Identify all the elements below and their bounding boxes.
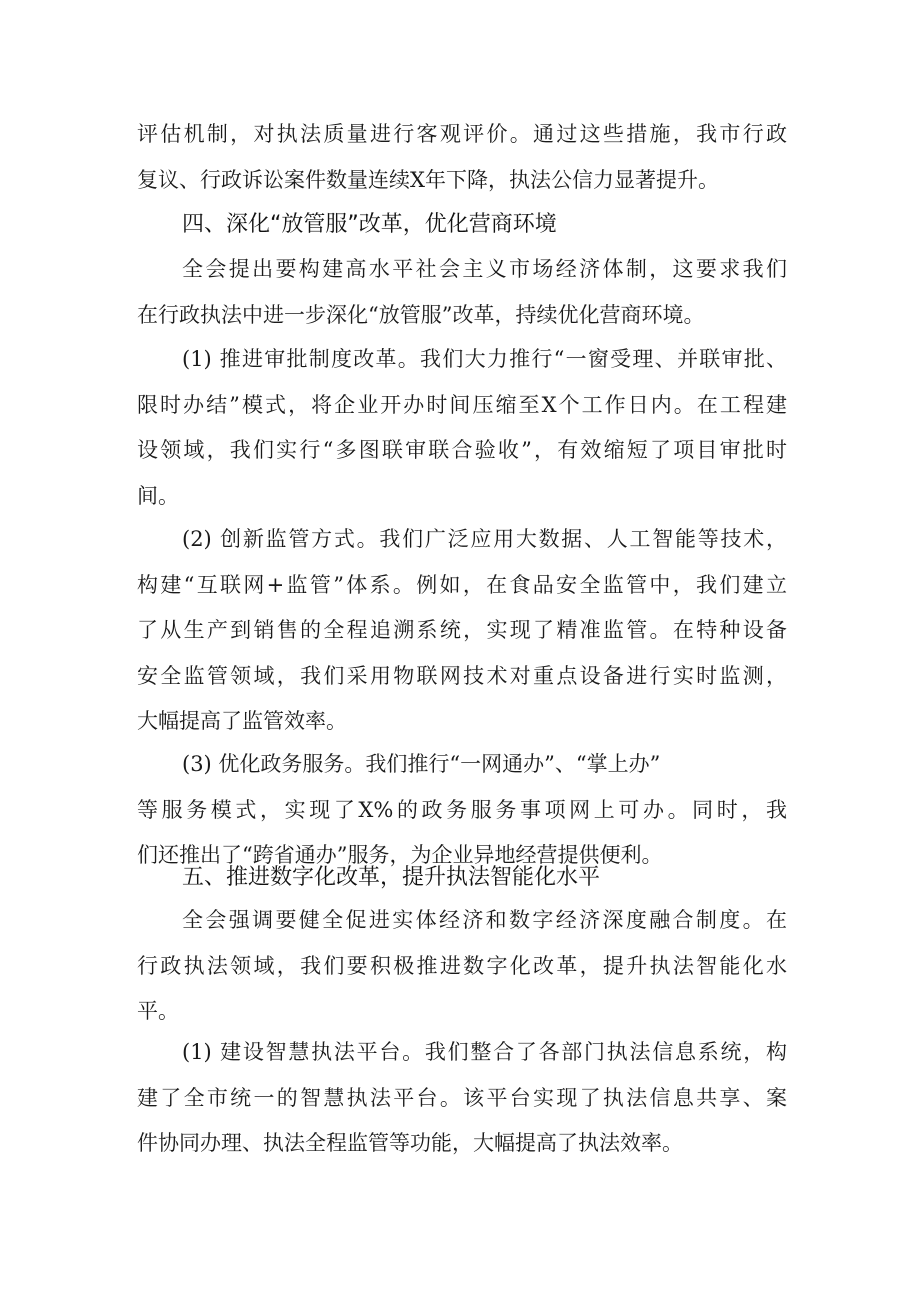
text-line: 们还推出了“跨省通办”服务，为企业异地经营提供便利。 bbox=[137, 843, 663, 867]
text-line: 建了全市统一的智慧执法平台。该平台实现了执法信息共享、案 bbox=[137, 1085, 787, 1110]
text-line: 件协同办理、执法全程监管等功能，大幅提高了执法效率。 bbox=[137, 1131, 683, 1155]
text-line: (2) 创新监管方式。我们广泛应用大数据、人工智能等技术， bbox=[182, 527, 787, 551]
text-line: 复议、行政诉讼案件数量连续X年下降，执法公信力显著提升。 bbox=[137, 167, 719, 192]
text-line: 平。 bbox=[137, 999, 179, 1023]
text-line: 间。 bbox=[137, 483, 179, 508]
text-line: (1) 建设智慧执法平台。我们整合了各部门执法信息系统，构 bbox=[182, 1040, 787, 1064]
text-line: 评估机制，对执法质量进行客观评价。通过这些措施，我市行政 bbox=[137, 122, 787, 146]
text-line: 行政执法领域，我们要积极推进数字化改革，提升执法智能化水 bbox=[137, 953, 787, 978]
text-line: 大幅提高了监管效率。 bbox=[137, 709, 347, 733]
text-line: 安全监管领域，我们采用物联网技术对重点设备进行实时监测， bbox=[137, 663, 787, 688]
paragraph-intro-reform bbox=[137, 247, 787, 338]
paragraph-approval-reform bbox=[137, 337, 787, 519]
text-line: 构建“互联网+监管”体系。例如，在食品安全监管中，我们建立 bbox=[137, 572, 787, 597]
text-line: 在行政执法中进一步深化“放管服”改革，持续优化营商环境。 bbox=[137, 302, 705, 327]
text-line: (1) 推进审批制度改革。我们大力推行“一窗受理、并联审批、 bbox=[182, 347, 787, 371]
text-line: 了从生产到销售的全程追溯系统，实现了精准监管。在特种设备 bbox=[137, 618, 787, 642]
text-line: (3) 优化政务服务。我们推行“一网通办”、“掌上办” bbox=[182, 752, 661, 776]
section-heading-five: 五、推进数字化改革，提升执法智能化水平 bbox=[182, 865, 601, 890]
paragraph-evaluation bbox=[137, 112, 787, 203]
text-line: 限时办结”模式，将企业开办时间压缩至X个工作日内。在工程建 bbox=[137, 392, 787, 417]
section-heading-four: 四、深化“放管服”改革，优化营商环境 bbox=[182, 212, 557, 237]
text-line: 全会提出要构建高水平社会主义市场经济体制，这要求我们 bbox=[182, 257, 787, 281]
paragraph-supervision bbox=[137, 517, 787, 745]
text-line: 全会强调要健全促进实体经济和数字经济深度融合制度。在 bbox=[182, 908, 787, 932]
text-line: 设领域，我们实行“多图联审联合验收”，有效缩短了项目审批时 bbox=[137, 438, 787, 462]
paragraph-digital-intro bbox=[137, 898, 787, 1035]
text-line: 等服务模式，实现了X%的政务服务事项网上可办。同时，我 bbox=[137, 797, 787, 822]
paragraph-smart-platform bbox=[137, 1030, 787, 1167]
